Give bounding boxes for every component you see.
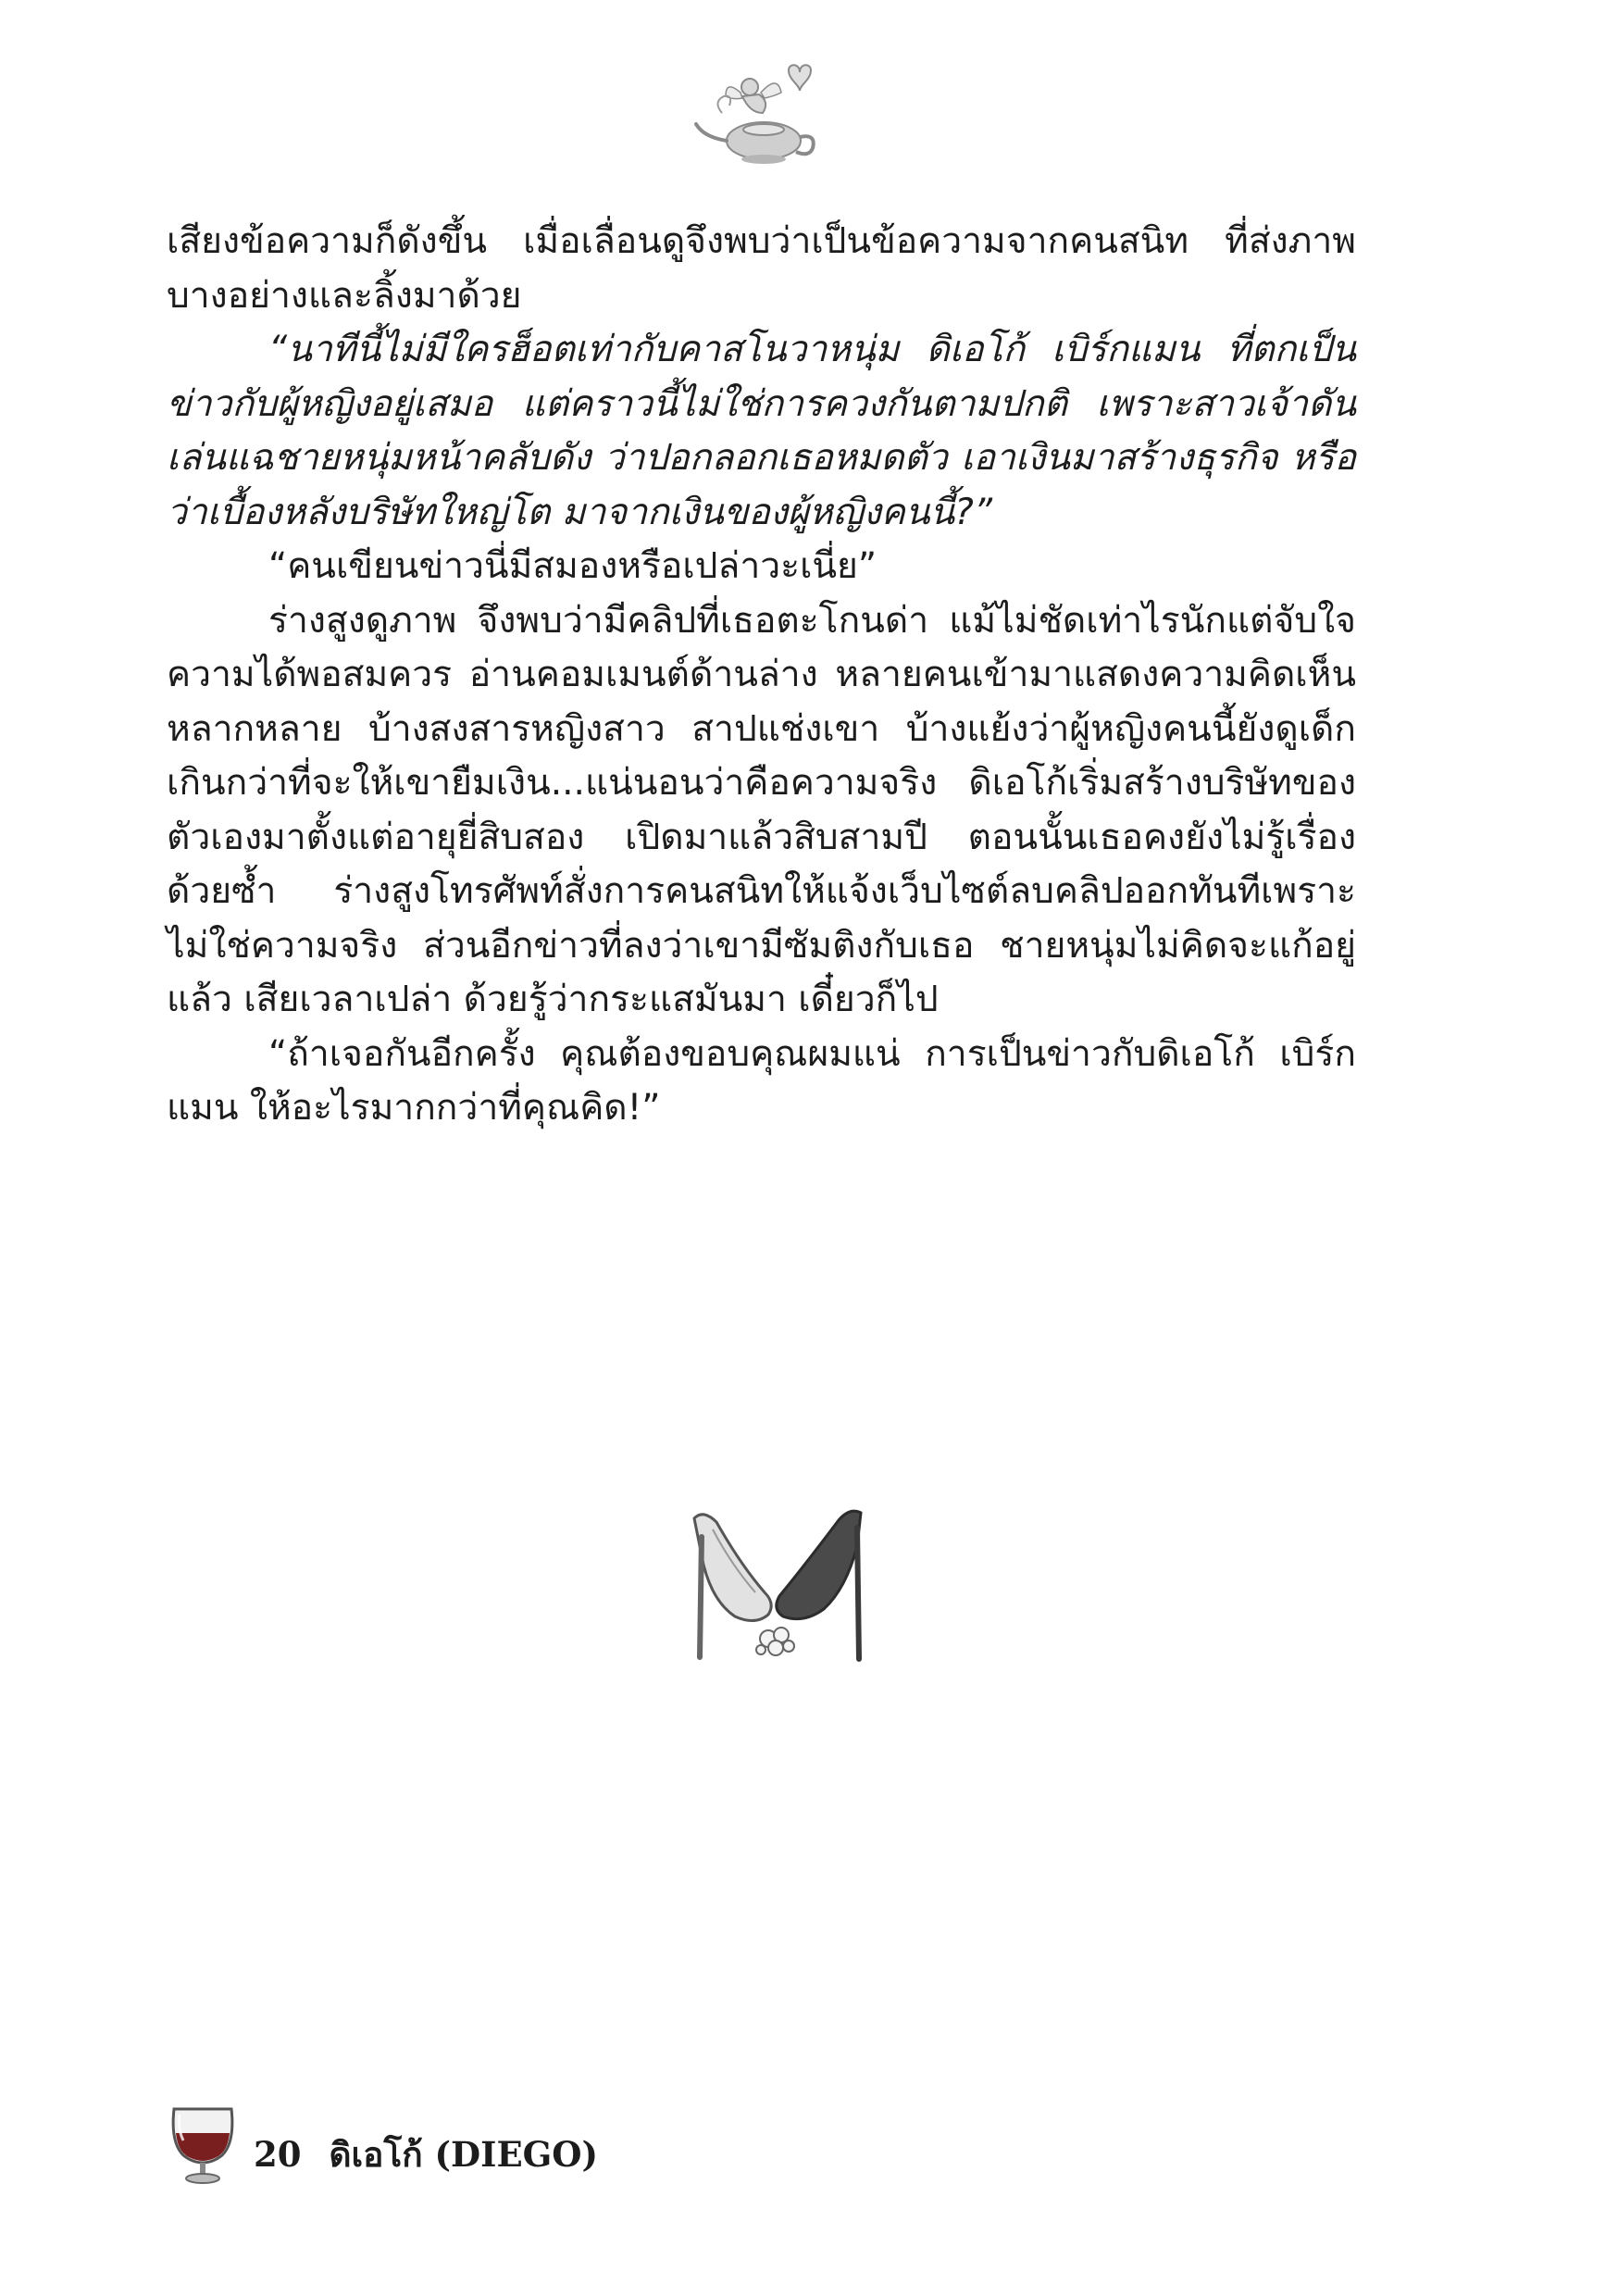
narrative-paragraph: ร่างสูงดูภาพ จึงพบว่ามีคลิปที่เธอตะโกนด่า แม้ไม่ชัดเท่าไรนักแต่จับใจความได้พอสมควร อ่านคอมเมนต์ด้านล่าง หลายคนเข้ามาแสดงความคิดเห็นหลากหลาย บ้างสงสารหญิงสาว สาปแช่งเขา บ้างแย้งว่าผู้หญิงคนนี้ยังดูเด็กเกินกว่าที่จะให้เขายืมเงิน...แน่นอนว่าคือความจริง ดิเอโก้เริ่มสร้างบริษัทของตัวเองมาตั้งแต่อายุยี่สิบสอง เปิดมาแล้วสิบสามปี ตอนนั้นเธอคงยังไม่รู้เรื่องด้วยซ้ำ ร่างสูงโทรศัพท์สั่งการคนสนิทให้แจ้งเว็บไซต์ลบคลิปออกทันทีเพราะไม่ใช่ความจริง ส่วนอีกข่าวที่ลงว่าเขามีซัมติงกับเธอ ชายหนุ่มไม่คิดจะแก้อยู่แล้ว เสียเวลาเปล่า ด้วยรู้ว่ากระแสมันมา เดี๋ยวก็ไป xyxy=(167,599,1356,1020)
wine-glass-icon xyxy=(165,2102,241,2185)
high-heel-shoes-icon xyxy=(676,1500,879,1685)
story-text xyxy=(167,215,1356,1136)
page-footer xyxy=(165,2102,598,2185)
dialogue-paragraph-1: “คนเขียนข่าวนี่มีสมองหรือเปล่าวะเนี่ย” xyxy=(268,545,877,587)
dialogue-paragraph-2: “ถ้าเจอกันอีกครั้ง คุณต้องขอบคุณผมแน่ การเป็นข่าวกับดิเอโก้ เบิร์กแมน ให้อะไรมากกว่าที่คุณคิด!” xyxy=(167,1032,1356,1129)
page-number: 20 xyxy=(254,2134,302,2175)
paragraph-1: เสียงข้อความก็ดังขึ้น เมื่อเลื่อนดูจึงพบว่าเป็นข้อความจากคนสนิท ที่ส่งภาพบางอย่างและลิ้งมาด้วย xyxy=(167,220,1356,317)
news-quote-paragraph: “นาทีนี้ไม่มีใครฮ็อตเท่ากับคาสโนวาหนุ่ม ดิเอโก้ เบิร์กแมน ที่ตกเป็นข่าวกับผู้หญิงอยู่เสมอ แต่คราวนี้ไม่ใช่การควงกันตามปกติ เพราะสาวเจ้าดันเล่นแฉชายหนุ่มหน้าคลับดัง ว่าปอกลอกเธอหมดตัว เอาเงินมาสร้างธุรกิจ หรือว่าเบื้องหลังบริษัทใหญ่โต มาจากเงินของผู้หญิงคนนี้?” xyxy=(167,329,1356,533)
cupid-teapot-ornament-icon xyxy=(685,56,824,176)
book-title: ดิเอโก้ (DIEGO) xyxy=(329,2133,598,2175)
